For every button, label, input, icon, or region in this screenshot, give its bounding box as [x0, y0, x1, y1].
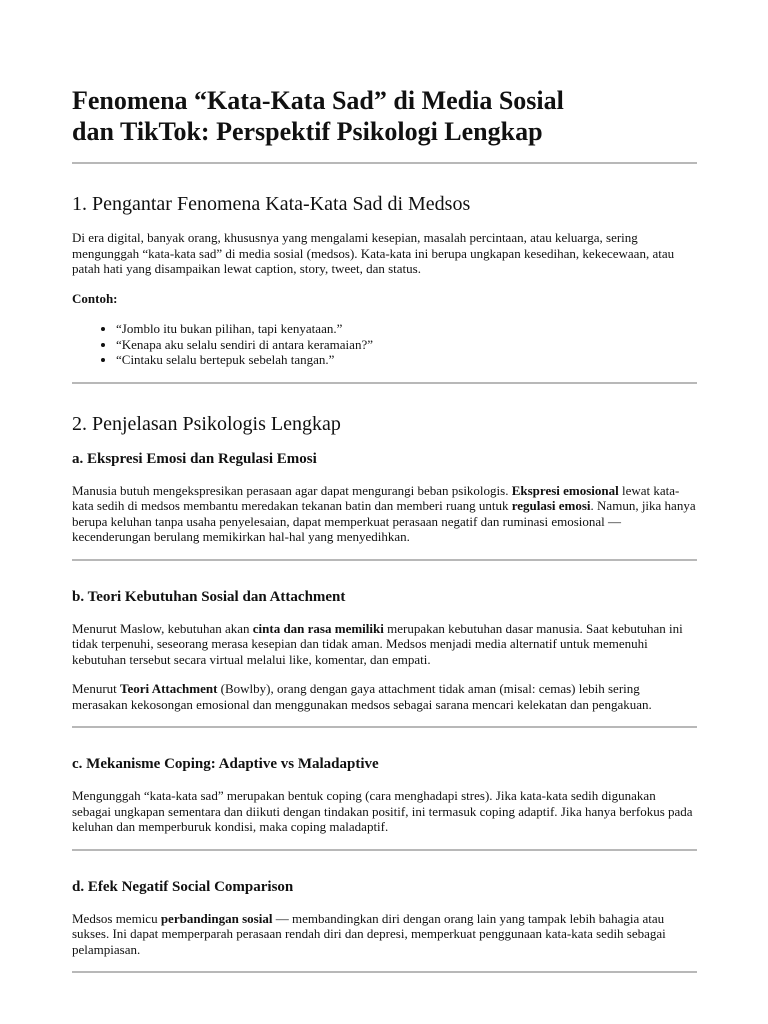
examples-label: [72, 291, 697, 307]
text-run: Medsos memicu: [72, 910, 161, 926]
text-run: merupakan kebutuhan dasar manusia. Saat kebutuhan ini tidak terpenuhi, seseorang merasa kesepian dan tidak aman. Medsos menjadi media alternatif untuk memenuhi kebutuhan tersebut secara virtual melalui like, komentar, dan empati.: [72, 620, 683, 667]
subsection-c-paragraph: Mengunggah “kata-kata sad” merupakan bentuk coping (cara menghadapi stres). Jika kata-kata sedih digunakan sebagai ungkapan sementara dan diikuti dengan tindakan positif, ini termasuk coping adaptif. Jika hanya berfokus pada keluhan dan memperburuk kondisi, maka coping maladaptif.: [72, 788, 693, 834]
text-run: Menurut: [72, 681, 121, 696]
text-run: . Namun, jika hanya berupa keluhan tanpa usaha penyelesaian, dapat memperkuat perasaan negatif dan ruminasi emosional — kecenderungan berulang memikirkan hal-hal yang menyedihkan.: [72, 498, 696, 544]
text-run: Menurut Maslow, kebutuhan akan: [72, 620, 253, 636]
subsection-c-heading: c. Mekanisme Coping: Adaptive vs Maladaptive: [72, 756, 379, 772]
text-run: lewat kata-kata sedih di medsos membantu meredakan tekanan batin dan memberi ruang untuk: [72, 482, 680, 513]
subsection-b-heading: b. Teori Kebutuhan Sosial dan Attachment: [72, 588, 346, 605]
subsection-b-paragraph-1: [72, 621, 697, 668]
list-item: • “Jomblo itu bukan pilihan, tapi kenyataan.”: [116, 321, 697, 337]
bold-term: Teori Attachment: [120, 681, 218, 696]
subsection-d-heading: d. Efek Negatif Social Comparison: [72, 878, 294, 895]
document-content: [72, 85, 697, 973]
bold-term: regulasi emosi: [511, 498, 591, 513]
subsection-b-paragraph-2: [72, 681, 697, 712]
subsection-d-paragraph: [72, 911, 697, 958]
section-1-intro: Di era digital, banyak orang, khususnya yang mengalami kesepian, masalah percintaan, atau keluarga, sering mengunggah “kata-kata sad” di media sosial (medsos). Kata-kata ini berupa ungkapan kesedihan, kekecewaan, atau patah hati yang disampaikan lewat caption, story, tweet, dan status.: [72, 230, 675, 276]
divider: [72, 162, 697, 164]
divider: [72, 726, 697, 728]
subsection-a-heading: a. Ekspresi Emosi dan Regulasi Emosi: [72, 450, 317, 467]
divider: [72, 559, 697, 561]
subsection-a-paragraph: [72, 483, 697, 545]
list-item: • “Cintaku selalu bertepuk sebelah tangan.”: [116, 352, 697, 368]
section-1-heading: 1. Pengantar Fenomena Kata-Kata Sad di Medsos: [72, 193, 471, 215]
document-title: [72, 85, 697, 147]
examples-list: [72, 321, 697, 368]
divider: [72, 849, 697, 851]
title-line-1: Fenomena “Kata-Kata Sad” di Media Sosial: [72, 86, 564, 115]
text-run: (Bowlby), orang dengan gaya attachment tidak aman (misal: cemas) lebih sering merasakan kekosongan emosional dan menggunakan medsos sebagai sarana mencari kelekatan dan pengakuan.: [72, 681, 652, 712]
text-run: Manusia butuh mengekspresikan perasaan agar dapat mengurangi beban psikologis.: [72, 482, 512, 498]
bold-term: perbandingan sosial: [160, 910, 273, 926]
divider: [72, 382, 697, 384]
title-line-2: dan TikTok: Perspektif Psikologi Lengkap: [72, 117, 543, 146]
examples-label-text: Contoh:: [72, 290, 118, 306]
section-2-heading: 2. Penjelasan Psikologis Lengkap: [72, 412, 341, 435]
bold-term: Ekspresi emosional: [511, 482, 619, 498]
text-run: — membandingkan diri dengan orang lain yang tampak lebih bahagia atau sukses. Ini dapat memperparah perasaan rendah diri dan depresi, memperkuat penggunaan kata-kata sedih sebagai pelampiasan.: [72, 910, 666, 957]
bold-term: cinta dan rasa memiliki: [252, 620, 384, 636]
divider: [72, 971, 697, 973]
list-item: • “Kenapa aku selalu sendiri di antara keramaian?”: [116, 337, 697, 353]
